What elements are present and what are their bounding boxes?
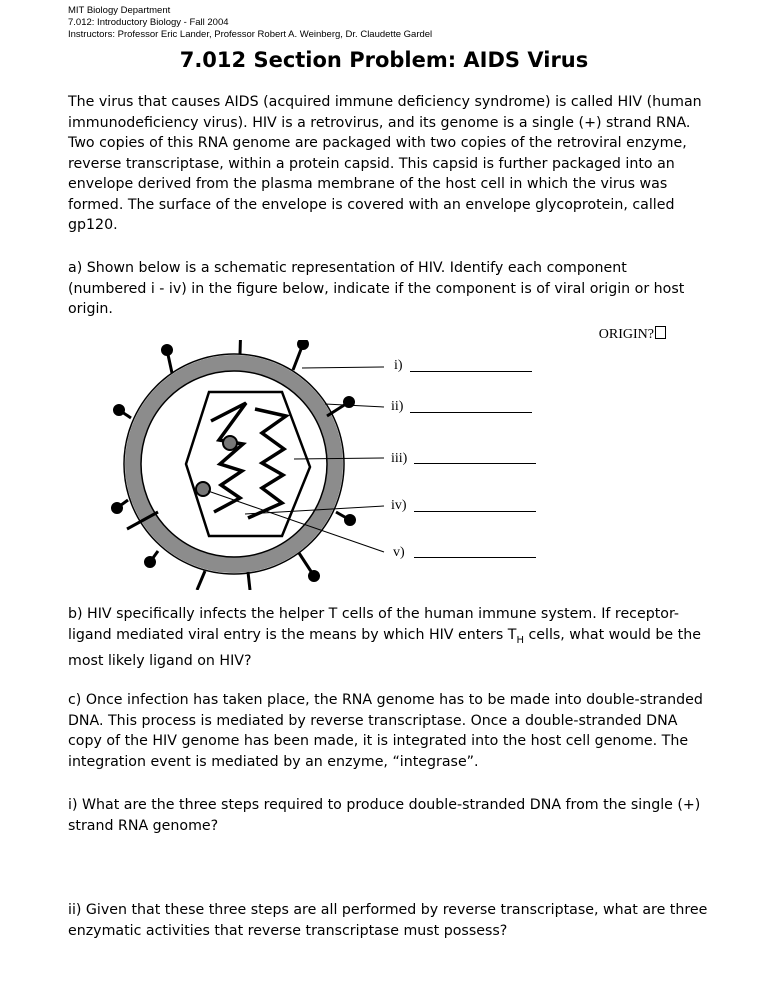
question-c: c) Once infection has taken place, the RNA genome has to be made into double-stranded DNA. This process is mediated by reverse transcriptase. Once a double-stranded DNA copy of the HIV genome has been made, it is integrated into the host cell genome. The integration event is mediated by an enzyme, “integrase”. [68, 692, 703, 770]
header-line-department: MIT Biology Department [68, 5, 171, 16]
label-ii-text: ii) [391, 399, 404, 414]
question-b-text-2: cells, what would be the most likely ligand on HIV? [68, 626, 701, 669]
question-b-subscript: H [516, 634, 524, 646]
label-i [394, 358, 403, 374]
intro-paragraph: The virus that causes AIDS (acquired immune deficiency syndrome) is called HIV (human immunodeficiency virus). HIV is a retrovirus, and its genome is a single (+) strand RNA. Two copies of this RNA genome are packaged with two copies of the retroviral enzyme, reverse transcriptase, within a protein capsid. This capsid is further packaged into an envelope derived from the plasma membrane of the host cell in which the virus was formed. The surface of the envelope is covered with an envelope glycoprotein, called gp120. [68, 94, 702, 233]
question-c-ii: ii) Given that these three steps are all performed by reverse transcriptase, what are three enzymatic activities that reverse transcriptase must possess? [68, 902, 708, 939]
page-title: 7.012 Section Problem: AIDS Virus [179, 48, 589, 72]
reverse-transcriptase-1 [223, 436, 237, 450]
answer-blank-v[interactable] [414, 557, 536, 558]
label-ii [391, 399, 403, 415]
question-a: a) Shown below is a schematic representation of HIV. Identify each component (numbered i - iv) in the figure below, indicate if the component is of viral origin or host origin. [68, 260, 685, 317]
label-v [393, 545, 405, 561]
answer-blank-ii[interactable] [410, 412, 532, 413]
label-iv [391, 498, 407, 514]
envelope-inner-edge [141, 371, 327, 557]
question-c-i: i) What are the three steps required to produce double-stranded DNA from the single (+) strand RNA genome? [68, 797, 701, 834]
origin-label-text: ORIGIN? [598, 327, 654, 342]
question-b-text-1: b) HIV specifically infects the helper T cells of the human immune system. If receptor-ligand mediated viral entry is the means by which HIV enters T [68, 606, 680, 643]
reverse-transcriptase-2 [196, 482, 210, 496]
label-iv-text: iv) [391, 498, 407, 513]
answer-blank-iv[interactable] [414, 511, 536, 512]
question-b [68, 604, 708, 671]
header-line-instructors: Instructors: Professor Eric Lander, Professor Robert A. Weinberg, Dr. Claudette Gardel [68, 29, 433, 40]
header-line-course: 7.012: Introductory Biology - Fall 2004 [68, 17, 229, 28]
hiv-schematic-figure [0, 340, 768, 590]
label-v-text: v) [393, 545, 405, 560]
answer-blank-i[interactable] [410, 371, 532, 372]
label-iii [391, 451, 407, 467]
course-header [68, 5, 432, 41]
label-i-text: i) [394, 358, 403, 373]
label-iii-text: iii) [391, 451, 408, 466]
answer-blank-iii[interactable] [414, 463, 536, 464]
